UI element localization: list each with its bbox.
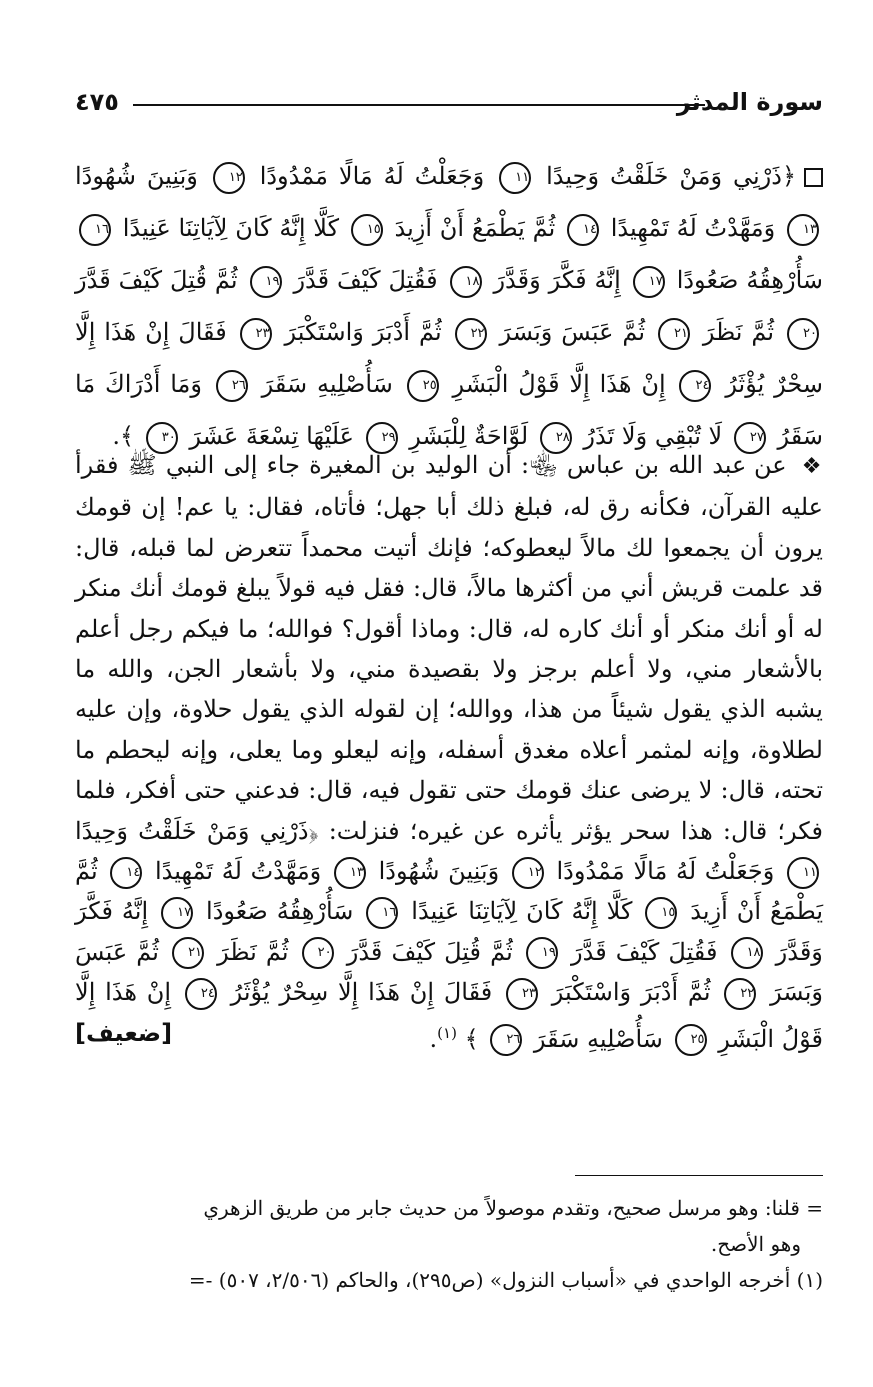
verse-number-icon: ١٤ [567,214,599,246]
verse-segment: لَوَّاحَةٌ لِلْبَشَرِ [409,422,529,450]
verse-number-icon: ١١ [499,162,531,194]
footnote-continued-2: وهو الأصح. [710,1232,801,1256]
hadith-narration [75,445,823,1059]
verse-segment: إِنْ هَذَا إِلَّا قَوْلُ الْبَشَرِ [75,978,823,1053]
verse-segment: سَأُرْهِقُهُ صَعُودًا [206,897,354,926]
verse-number-icon: ٢٩ [366,422,398,454]
verse-number-icon: ١٤ [110,857,142,889]
grade-label: [ضعيف] [75,1018,173,1047]
page-header [75,82,823,122]
verse-segment: ثُمَّ قُتِلَ كَيْفَ قَدَّرَ [75,266,238,294]
verse-number-icon: ١٥ [351,214,383,246]
verse-number-icon: ١٩ [526,937,558,969]
verse-number-icon: ١٨ [731,937,763,969]
verse-number-icon: ٢٣ [240,318,272,350]
verse-segment: ﴿ذَرْنِي وَمَنْ خَلَقْتُ وَحِيدًا [75,816,319,845]
narration-end: . [429,1024,438,1053]
verse-number-icon: ٢٥ [675,1024,707,1056]
verse-number-icon: ١٦ [366,897,398,929]
verse-segment: كَلَّا إِنَّهُ كَانَ لِآيَاتِنَا عَنِيدًا [411,897,633,926]
verse-number-icon: ٢٢ [724,978,756,1010]
verse-segment: ﴾. [112,422,135,450]
footnote-continued: = قلنا: وهو مرسل صحيح، وتقدم موصولاً من حديث جابر من طريق الزهري [203,1196,823,1220]
quran-verses [75,150,823,462]
verse-segment: ثُمَّ أَدْبَرَ وَاسْتَكْبَرَ [284,318,442,346]
verse-number-icon: ٢٢ [455,318,487,350]
verse-number-icon: ٢٣ [506,978,538,1010]
verse-number-icon: ٢٠ [302,937,334,969]
verse-segment: سَأُصْلِيهِ سَقَرَ [261,370,393,398]
verse-segment: وَمَهَّدْتُ لَهُ تَمْهِيدًا [154,857,322,886]
verse-segment: فَقُتِلَ كَيْفَ قَدَّرَ [293,266,438,294]
verse-segment: وَمَهَّدْتُ لَهُ تَمْهِيدًا [610,214,776,242]
verse-segment: وَجَعَلْتُ لَهُ مَالًا مَمْدُودًا [556,857,775,886]
verse-segment: سَأُصْلِيهِ سَقَرَ [533,1024,663,1053]
verse-number-icon: ١٣ [334,857,366,889]
verse-text [75,162,823,450]
verse-segment: فَقُتِلَ كَيْفَ قَدَّرَ [571,937,718,966]
verse-number-icon: ٢٦ [490,1024,522,1056]
verse-segment: وَمَا أَدْرَاكَ مَا سَقَرُ [75,370,823,450]
verse-number-icon: ١٢ [512,857,544,889]
verse-segment: لَا تُبْقِي وَلَا تَذَرُ [583,422,723,450]
header-rule [133,104,705,106]
verse-number-icon: ٢٧ [734,422,766,454]
verse-segment: فَقَالَ إِنْ هَذَا إِلَّا سِحْرٌ يُؤْثَرُ [75,318,823,398]
footnote-divider [575,1175,823,1176]
verse-segment: وَبَنِينَ شُهُودًا [75,162,198,190]
verse-number-icon: ٢٥ [407,370,439,402]
verse-number-icon: ٢٦ [216,370,248,402]
bullet-icon: ❖ [801,454,823,479]
verse-segment: ﴾ [464,1024,479,1053]
verse-number-icon: ١٣ [787,214,819,246]
verse-number-icon: ٢١ [172,937,204,969]
verse-number-icon: ٢١ [658,318,690,350]
verse-number-icon: ١٧ [633,266,665,298]
verse-number-icon: ١٩ [250,266,282,298]
verse-segment: سَأُرْهِقُهُ صَعُودًا [676,266,824,294]
verse-segment: فَقَالَ إِنْ هَذَا إِلَّا سِحْرٌ يُؤْثَرُ [230,978,493,1007]
verse-segment: ﴿ذَرْنِي وَمَنْ خَلَقْتُ وَحِيدًا [546,162,796,190]
surah-title: سورة المدثر [676,88,823,116]
footnote-1: (١) أخرجه الواحدي في «أسباب النزول» (ص٢٩٥)، والحاكم (٢/٥٠٦، ٥٠٧) -= [188,1268,823,1292]
verse-segment: ثُمَّ يَطْمَعُ أَنْ أَزِيدَ [75,857,824,926]
verse-number-icon: ٢٤ [185,978,217,1010]
verse-segment: إِنَّهُ فَكَّرَ وَقَدَّرَ [75,897,823,966]
verse-number-icon: ١٥ [645,897,677,929]
verse-segment: وَبَنِينَ شُهُودًا [378,857,500,886]
verse-number-icon: ١٢ [213,162,245,194]
footnotes [75,1190,823,1298]
verse-number-icon: ٢٤ [679,370,711,402]
footnote-marker: (١) [437,1023,457,1042]
narration-text: عن عبد الله بن عباس ﵄: أن الوليد بن المغيرة جاء إلى النبي ﷺ فقرأ عليه القرآن، فكأنه رق له، فبلغ ذلك أبا جهل؛ فأتاه، فقال: يا عم! إن قومك يرون أن يجمعوا لك مالاً ليعطوكه؛ فإنك أتيت محمداً تتعرض لما قبله، قال: قد علمت قريش أني من أكثرها مالاً، قال: فقل فيه قولاً يبلغ قومك أنك منكر له أو أنك منكر أو أنك كاره له، قال: وماذا أقول؟ فوالله؛ ما فيكم رجل أعلم بالأشعار مني، ولا أعلم برجز ولا بقصيدة مني، ولا بأشعار الجن، والله ما يشبه الذي يقول شيئاً من هذا، ووالله؛ إن لقوله الذي يقول حلاوة، وإن عليه لطلاوة، وإنه لمثمر أعلاه مغدق أسفله، وإنه ليعلو وما يعلى، وإنه ليحطم ما تحته، قال: لا يرضى عنك قومك حتى تقول فيه، قال: فدعني حتى أفكر، فلما فكر؛ قال: هذا سحر يؤثر يأثره عن غيره؛ فنزلت: [75,451,823,845]
verse-number-icon: ٢٨ [540,422,572,454]
verse-number-icon: ١٨ [450,266,482,298]
verse-segment: وَجَعَلْتُ لَهُ مَالًا مَمْدُودًا [259,162,485,190]
verse-number-icon: ٢٠ [787,318,819,350]
page-number: ٤٧٥ [75,88,119,116]
verse-segment: إِنَّهُ فَكَّرَ وَقَدَّرَ [493,266,621,294]
verse-segment: ثُمَّ يَطْمَعُ أَنْ أَزِيدَ [394,214,556,242]
verse-segment: ثُمَّ قُتِلَ كَيْفَ قَدَّرَ [346,937,513,966]
verse-number-icon: ١٧ [161,897,193,929]
verse-segment: عَلَيْهَا تِسْعَةَ عَشَرَ [189,422,354,450]
verse-number-icon: ١١ [787,857,819,889]
verse-number-icon: ١٦ [79,214,111,246]
verse-segment: ثُمَّ عَبَسَ وَبَسَرَ [499,318,646,346]
quoted-verses [75,817,823,1053]
verse-segment: ثُمَّ نَظَرَ [217,937,289,966]
verse-number-icon: ٣٠ [146,422,178,454]
verse-segment: إِنْ هَذَا إِلَّا قَوْلُ الْبَشَرِ [452,370,666,398]
verse-segment: ثُمَّ أَدْبَرَ وَاسْتَكْبَرَ [551,978,711,1007]
verse-segment: ثُمَّ عَبَسَ وَبَسَرَ [75,937,823,1007]
square-marker-icon [804,168,823,187]
verse-segment: ثُمَّ نَظَرَ [702,318,775,346]
verse-segment: كَلَّا إِنَّهُ كَانَ لِآيَاتِنَا عَنِيدًا [122,214,340,242]
